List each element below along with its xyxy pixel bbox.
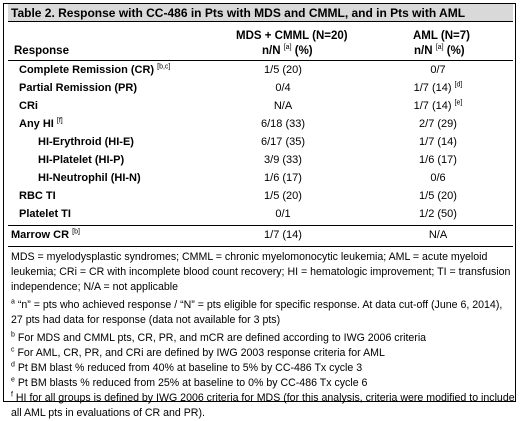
row-label: CRi — [19, 100, 38, 112]
col1-title: MDS + CMML (N=20) — [236, 30, 348, 42]
col1-units: n/N [a] (%) — [262, 44, 313, 57]
table-frame — [3, 3, 516, 419]
aml-cell: 1/7 (14) — [419, 136, 457, 148]
aml-cell: 2/7 (29) — [419, 118, 457, 130]
aml-cell: 1/6 (17) — [419, 154, 457, 166]
table-row — [8, 98, 513, 114]
footnote-b: $^b$ For MDS and CMML pts, CR, PR, and mCR are defined according to IWG 2006 criteria — [11, 331, 427, 344]
table-row — [8, 80, 513, 96]
abbreviations-note: MDS = myelodysplastic syndromes; CMML = chronic myelomonocytic leukemia; AML = acute myeloid leukemia; CRi = CR with incomplete blood count recovery; HI = hematologic improvement; TI = transfusion independence; N/A = not applicable — [11, 251, 511, 293]
footnote-a: $^a$ “n” = pts who achieved response / “N” = pts eligible for specific response. At data cut-off (June 6, 2014), 27 pts had data for response (data not available for 3 pts) — [11, 298, 503, 326]
footnotes — [11, 250, 516, 421]
aml-cell: N/A — [428, 229, 448, 241]
table-title: Table 2. Response with CC-486 in Pts with MDS and CMML, and in Pts with AML — [8, 4, 513, 22]
row-label: HI-Neutrophil (HI-N) — [38, 172, 141, 184]
footnote-f: $^f$ HI for all groups is defined by IWG 2006 criteria for MDS (for this analysis, criteria were modified to include all AML pts in evaluations of CR and PR). — [11, 391, 515, 419]
row-label: Any HI [f] — [19, 117, 63, 130]
mds-cmml-cell: 6/18 (33) — [260, 118, 306, 130]
aml-cell: 1/7 (14) [e] — [413, 99, 463, 112]
mds-cmml-cell: 1/5 (20) — [264, 190, 302, 202]
aml-cell: 1/5 (20) — [419, 190, 457, 202]
aml-cell: 1/2 (50) — [419, 208, 457, 220]
table-row — [8, 227, 513, 243]
row-label: Complete Remission (CR) [b,c] — [19, 63, 171, 76]
mds-cmml-cell: 1/7 (14) — [264, 229, 302, 241]
mds-cmml-cell: N/A — [273, 100, 293, 112]
row-label: HI-Erythroid (HI-E) — [38, 136, 134, 148]
mds-cmml-cell: 1/6 (17) — [264, 172, 302, 184]
row-label: Marrow CR [b] — [11, 228, 80, 241]
table-row — [8, 62, 513, 78]
aml-cell: 0/7 — [430, 64, 446, 76]
marrow-divider — [8, 225, 513, 226]
aml-cell: 1/7 (14) [d] — [413, 81, 463, 94]
response-header: Response — [14, 45, 69, 57]
table-row — [8, 116, 513, 132]
col2-units: n/N [a] (%) — [414, 44, 465, 57]
mds-cmml-cell: 1/5 (20) — [264, 64, 302, 76]
mds-cmml-cell: 0/4 — [275, 82, 291, 94]
row-label: Platelet TI — [19, 208, 71, 220]
mds-cmml-cell: 0/1 — [275, 208, 291, 220]
mds-cmml-cell: 6/17 (35) — [260, 136, 306, 148]
col2-title: AML (N=7) — [413, 30, 470, 42]
mds-cmml-cell: 3/9 (33) — [264, 154, 302, 166]
row-label: HI-Platelet (HI-P) — [38, 154, 125, 166]
notes-divider — [8, 246, 513, 247]
row-label: Partial Remission (PR) — [19, 82, 137, 94]
table-row — [8, 152, 513, 168]
footnote-d: $^d$ Pt BM blast % reduced from 40% at baseline to 5% by CC-486 Tx cycle 3 — [11, 361, 363, 374]
footnote-e: $^e$ Pt BM blasts % reduced from 25% at baseline to 0% by CC-486 Tx cycle 6 — [11, 376, 368, 389]
footnote-c: $^c$ For AML, CR, PR, and CRi are defined by IWG 2003 response criteria for AML — [11, 346, 385, 359]
aml-cell: 0/6 — [430, 172, 446, 184]
table-row — [8, 206, 513, 222]
table-row — [8, 188, 513, 204]
table-row — [8, 170, 513, 186]
row-label: RBC TI — [19, 190, 56, 202]
table-row — [8, 134, 513, 150]
header-divider — [8, 60, 513, 61]
